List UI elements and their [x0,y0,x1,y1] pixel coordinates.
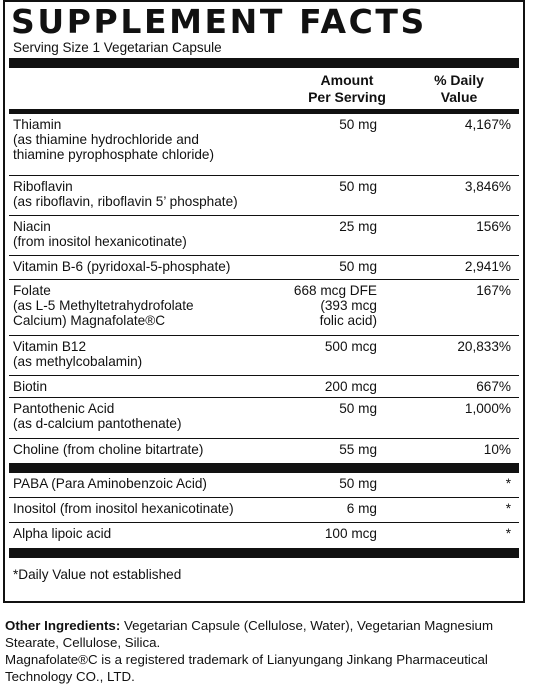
nutrient-name-line: Vitamin B12 [13,339,87,354]
nutrient-amount [339,401,377,416]
nutrient-name [13,526,111,541]
serving-size: Serving Size 1 Vegetarian Capsule [13,40,222,55]
nutrient-name-line: Niacin [13,219,51,234]
nutrient-daily-value: * [505,526,511,541]
nutrient-amount [325,339,377,354]
nutrient-daily-value: 1,000% [464,401,511,416]
nutrient-name-line: (as methylcobalamin) [13,354,143,369]
nutrient-name-line: Vitamin B-6 (pyridoxal-5-phosphate) [13,259,231,274]
nutrient-name-line: thiamine pyrophosphate chloride) [13,147,215,162]
nutrient-name [13,476,207,491]
nutrient-amount [325,526,377,541]
nutrient-name [13,501,234,516]
nutrient-row [9,498,519,523]
nutrient-name-line: (as d-calcium pantothenate) [13,416,182,431]
nutrient-name [13,259,230,274]
header-dv-line-2: Value [440,89,478,105]
amount-per-serving-header [297,72,397,106]
other-ingredients-text: Vegetarian Capsule (Cellulose, Water), Vegetarian Magnesium Stearate, Cellulose, Silica. [5,618,494,650]
header-dv-line-1: % Daily [434,72,484,88]
nutrient-amount [339,219,377,234]
nutrient-amount-line: 25 mg [339,219,377,234]
nutrient-row [9,523,519,548]
nutrient-name-line: Thiamin [13,117,62,132]
nutrient-row [9,398,519,439]
nutrient-amount-line: 50 mg [339,259,377,274]
nutrient-row [9,256,519,280]
nutrient-daily-value: 20,833% [457,339,511,354]
nutrient-name-line: Inositol (from inositol hexanicotinate) [13,501,234,516]
footnote: *Daily Value not established [13,567,182,582]
nutrient-amount [339,117,377,132]
nutrient-name-line: PABA (Para Aminobenzoic Acid) [13,476,207,491]
nutrient-amount [339,476,377,491]
nutrient-row [9,176,519,216]
nutrient-amount [339,179,377,194]
nutrient-name-line: (as L-5 Methyltetrahydrofolate [13,298,194,313]
nutrient-amount-line: 55 mg [339,442,377,457]
nutrient-row [9,216,519,256]
nutrient-daily-value: 3,846% [464,179,511,194]
nutrient-name [13,283,194,328]
nutrient-name-line: Pantothenic Acid [13,401,115,416]
nutrient-name [13,339,142,369]
nutrient-daily-value: 4,167% [464,117,511,132]
nutrient-amount-line: 50 mg [339,179,377,194]
nutrient-amount-line: 50 mg [339,401,377,416]
thick-divider-middle [9,463,519,473]
nutrient-name-line: Alpha lipoic acid [13,526,112,541]
supplement-facts-panel [3,0,525,603]
thick-divider-top [9,58,519,68]
nutrient-amount [347,501,377,516]
nutrient-daily-value: 10% [483,442,511,457]
nutrient-amount-line: 50 mg [339,476,377,491]
nutrient-row [9,114,519,176]
nutrient-name-line: (from inositol hexanicotinate) [13,234,187,249]
nutrient-name [13,179,238,209]
nutrient-name [13,442,203,457]
nutrient-daily-value: 667% [476,379,511,394]
nutrient-name-line: Folate [13,283,51,298]
daily-value-header [409,72,509,106]
nutrient-amount-line: (393 mcg [320,298,377,313]
nutrient-name-line: Calcium) Magnafolate®C [13,313,166,328]
nutrient-amount-line: 668 mcg DFE [293,283,377,298]
nutrient-row [9,280,519,336]
nutrient-row [9,439,519,463]
nutrient-name [13,219,187,249]
thick-divider-bottom [9,548,519,558]
nutrient-amount [325,379,377,394]
nutrient-amount [294,283,377,328]
nutrient-daily-value: * [505,501,511,516]
nutrient-name-line: (as riboflavin, riboflavin 5’ phosphate) [13,194,238,209]
nutrient-row [9,473,519,498]
nutrient-daily-value: 2,941% [464,259,511,274]
nutrient-amount-line: 6 mg [346,501,377,516]
nutrient-name [13,379,47,394]
nutrient-daily-value: * [505,476,511,491]
nutrient-name-line: Choline (from choline bitartrate) [13,442,204,457]
nutrient-amount-line: folic acid) [319,313,377,328]
nutrient-amount [339,442,377,457]
nutrient-name-line: (as thiamine hydrochloride and [13,132,199,147]
nutrient-amount-line: 100 mcg [324,526,377,541]
nutrient-name [13,401,182,431]
nutrient-amount-line: 200 mcg [324,379,377,394]
nutrient-name-line: Riboflavin [13,179,73,194]
nutrient-daily-value: 167% [476,283,511,298]
header-amount-line-2: Per Serving [308,89,386,105]
header-amount-line-1: Amount [320,72,374,88]
nutrient-name [13,117,214,162]
nutrient-row [9,376,519,398]
nutrient-row [9,336,519,376]
other-ingredients [5,617,530,651]
nutrient-name-line: Biotin [13,379,48,394]
panel-title: SUPPLEMENT FACTS [11,2,427,41]
other-ingredients-label: Other Ingredients: [5,618,121,633]
nutrient-amount-line: 50 mg [339,117,377,132]
nutrient-amount [339,259,377,274]
trademark-note: Magnafolate®C is a registered trademark of Lianyungang Jinkang Pharmaceutical Technology CO., LTD. [5,652,488,684]
other-ingredients-section [5,617,530,685]
nutrient-amount-line: 500 mcg [324,339,377,354]
nutrient-daily-value: 156% [476,219,511,234]
